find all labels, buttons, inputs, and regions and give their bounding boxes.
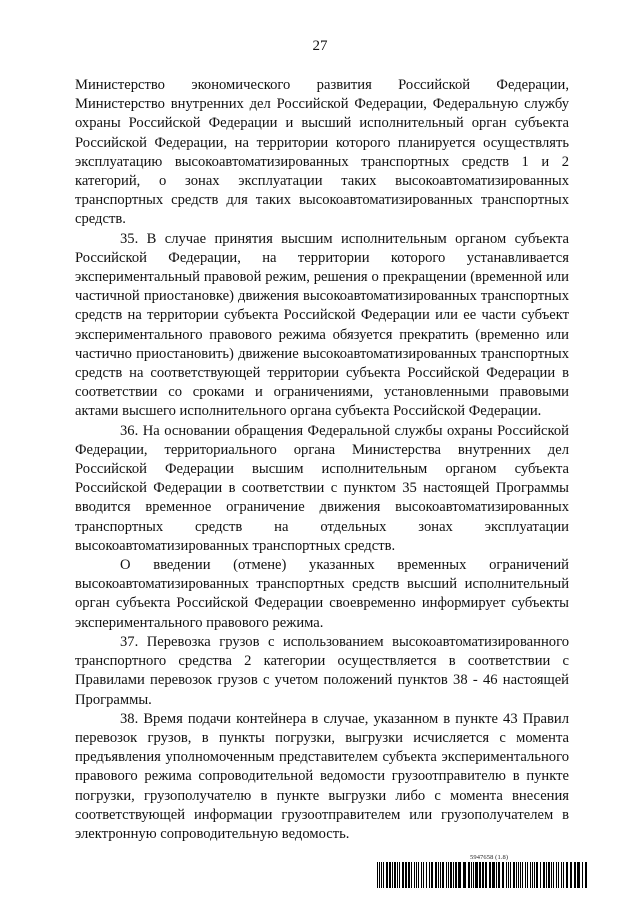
- page-number: 27: [312, 38, 328, 54]
- barcode-image: [377, 862, 587, 888]
- paragraph-38: 38. Время подачи контейнера в случае, указанном в пункте 43 Правил перевозок грузов, в пункты погрузки, выгрузки исчисляется с момента предъявления уполномоченным представителем субъекта экспериментального правового режима сопроводительной ведомости грузоотправителю в пункте погрузки, грузополучателю в пункте выгрузки либо с момента внесения соответствующей информации грузоотправителем или грузополучателем в электронную сопроводительную ведомость.: [75, 710, 569, 842]
- paragraph-temporary-restrictions: О введении (отмене) указанных временных ограничений высокоавтоматизированных транспортных средств высший исполнительный орган субъекта Российской Федерации своевременно информирует субъекты экспериментального правового режима.: [75, 557, 569, 631]
- paragraph-36: 36. На основании обращения Федеральной службы охраны Российской Федерации, территориального органа Министерства внутренних дел Российской Федерации высшим исполнительным органом субъекта Российской Федерации в соответствии с пунктом 35 настоящей Программы вводится временное ограничение движения высокоавтоматизированных транспортных средств на отдельных зонах эксплуатации высокоавтоматизированных транспортных средств.: [75, 422, 569, 554]
- document-code: 5947658 (1.8): [470, 854, 509, 861]
- document-body: [75, 76, 569, 844]
- paragraph-intro: Министерство экономического развития Российской Федерации, Министерство внутренних дел Российской Федерации, Федеральную службу охраны Российской Федерации и высший исполнительный орган субъекта Российской Федерации, на территории которого планируется осуществлять эксплуатацию высокоавтоматизированных транспортных средств 1 и 2 категорий, о зонах эксплуатации таких высокоавтоматизированных транспортных средств для таких высокоавтоматизированных транспортных средств.: [75, 77, 569, 228]
- paragraph-37: 37. Перевозка грузов с использованием высокоавтоматизированного транспортного средства 2 категории осуществляется в соответствии с Правилами перевозок грузов с учетом положений пунктов 38 - 46 настоящей Программы.: [75, 633, 569, 708]
- paragraph-35: 35. В случае принятия высшим исполнительным органом субъекта Российской Федерации, на территории которого устанавливается экспериментальный правовой режим, решения о прекращении (временной или частичной приостановке) движения высокоавтоматизированных транспортных средств на территории субъекта Российской Федерации или ее части субъект экспериментального правового режима обязуется прекратить (временно или частично приостановить) движение высокоавтоматизированных транспортных средств на соответствующей территории субъекта Российской Федерации в соответствии со сроками и ограничениями, установленными правовыми актами высшего исполнительного органа субъекта Российской Федерации.: [75, 230, 569, 420]
